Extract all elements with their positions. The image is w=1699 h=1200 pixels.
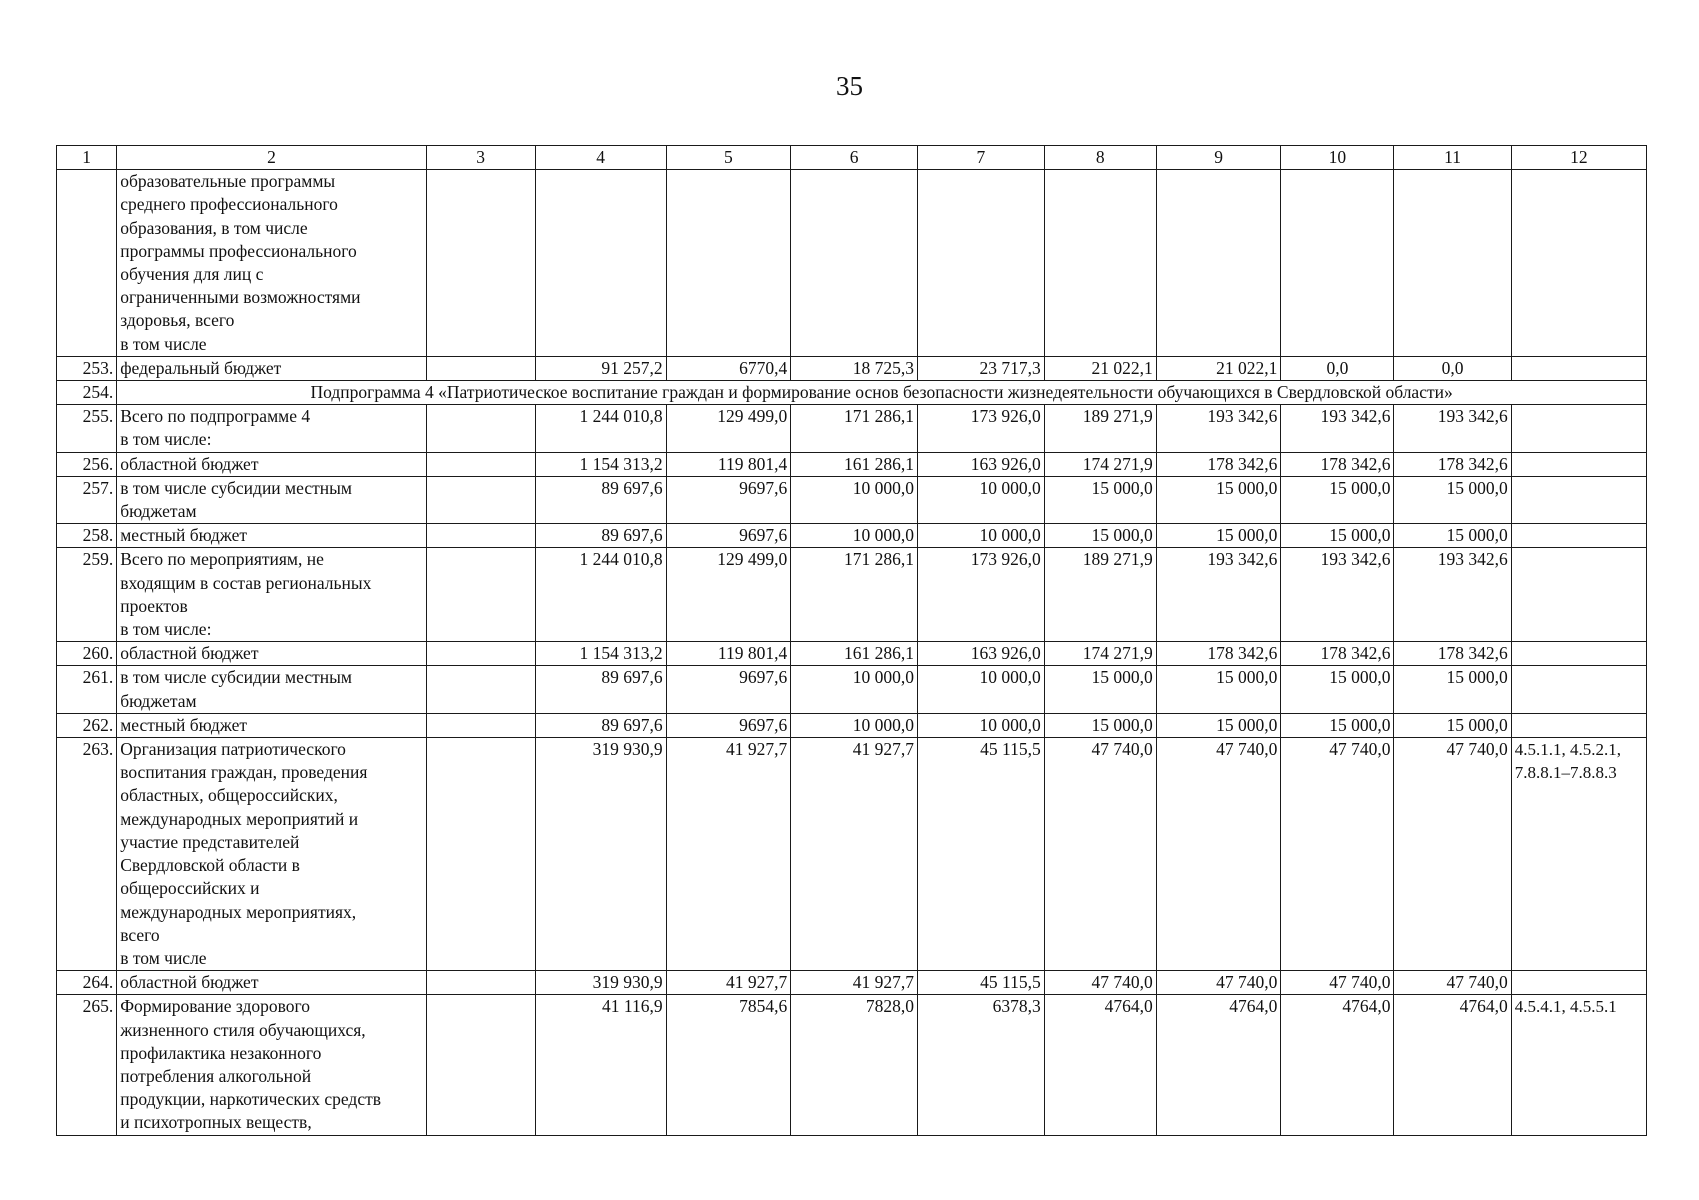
row-description: Всего по подпрограмме 4 в том числе: bbox=[117, 405, 427, 452]
cell-year: 10 000,0 bbox=[918, 666, 1045, 713]
table-row bbox=[57, 356, 1647, 380]
cell-year: 15 000,0 bbox=[1281, 666, 1394, 713]
table-row bbox=[57, 642, 1647, 666]
cell-year: 4764,0 bbox=[1156, 995, 1281, 1135]
cell-year: 119 801,4 bbox=[666, 642, 791, 666]
cell-year: 178 342,6 bbox=[1156, 452, 1281, 476]
cell-year: 0,0 bbox=[1394, 356, 1511, 380]
table-row bbox=[57, 170, 1647, 357]
cell-total: 89 697,6 bbox=[535, 713, 666, 737]
cell-year: 47 740,0 bbox=[1044, 738, 1156, 971]
cell-year: 9697,6 bbox=[666, 713, 791, 737]
cell-year: 15 000,0 bbox=[1281, 524, 1394, 548]
row-description: областной бюджет bbox=[117, 971, 427, 995]
cell-target-ref bbox=[1511, 476, 1646, 523]
column-number: 4 bbox=[535, 146, 666, 170]
row-description: Формирование здорового жизненного стиля обучающихся, профилактика незаконного потребления алкогольной продукции, наркотических средств и психотропных веществ, bbox=[117, 995, 427, 1135]
cell-year: 15 000,0 bbox=[1044, 524, 1156, 548]
cell-year: 10 000,0 bbox=[918, 476, 1045, 523]
cell-year: 10 000,0 bbox=[918, 524, 1045, 548]
cell-year bbox=[1394, 170, 1511, 357]
cell-year: 15 000,0 bbox=[1394, 666, 1511, 713]
page-number: 35 bbox=[836, 71, 863, 101]
row-number: 265. bbox=[57, 995, 117, 1135]
cell-year: 9697,6 bbox=[666, 476, 791, 523]
cell-year: 0,0 bbox=[1281, 356, 1394, 380]
column-number: 8 bbox=[1044, 146, 1156, 170]
cell-year: 15 000,0 bbox=[1044, 476, 1156, 523]
cell-year bbox=[666, 170, 791, 357]
cell-target-ref bbox=[1511, 524, 1646, 548]
column-number: 2 bbox=[117, 146, 427, 170]
cell-year: 6770,4 bbox=[666, 356, 791, 380]
cell-year: 129 499,0 bbox=[666, 405, 791, 452]
cell-year: 10 000,0 bbox=[791, 666, 918, 713]
cell-year: 10 000,0 bbox=[791, 713, 918, 737]
cell-year: 10 000,0 bbox=[918, 713, 1045, 737]
cell-total: 89 697,6 bbox=[535, 524, 666, 548]
row-number: 253. bbox=[57, 356, 117, 380]
cell-year: 15 000,0 bbox=[1044, 713, 1156, 737]
cell-year: 174 271,9 bbox=[1044, 452, 1156, 476]
cell-target-ref: 4.5.4.1, 4.5.5.1 bbox=[1511, 995, 1646, 1135]
cell-year: 178 342,6 bbox=[1394, 642, 1511, 666]
cell-year: 41 927,7 bbox=[791, 971, 918, 995]
row-number: 258. bbox=[57, 524, 117, 548]
cell-year: 193 342,6 bbox=[1394, 405, 1511, 452]
cell-year: 47 740,0 bbox=[1156, 738, 1281, 971]
row-description: федеральный бюджет bbox=[117, 356, 427, 380]
table-row bbox=[57, 713, 1647, 737]
cell-col3 bbox=[426, 971, 535, 995]
cell-target-ref bbox=[1511, 642, 1646, 666]
cell-year: 15 000,0 bbox=[1281, 476, 1394, 523]
cell-total: 319 930,9 bbox=[535, 738, 666, 971]
row-number: 261. bbox=[57, 666, 117, 713]
column-number: 7 bbox=[918, 146, 1045, 170]
cell-total: 1 154 313,2 bbox=[535, 642, 666, 666]
row-description: в том числе субсидии местным бюджетам bbox=[117, 666, 427, 713]
cell-year: 9697,6 bbox=[666, 524, 791, 548]
cell-year: 45 115,5 bbox=[918, 971, 1045, 995]
cell-year: 193 342,6 bbox=[1281, 548, 1394, 642]
cell-year: 171 286,1 bbox=[791, 405, 918, 452]
cell-col3 bbox=[426, 995, 535, 1135]
cell-col3 bbox=[426, 476, 535, 523]
cell-year: 4764,0 bbox=[1394, 995, 1511, 1135]
cell-col3 bbox=[426, 170, 535, 357]
cell-year: 7828,0 bbox=[791, 995, 918, 1135]
table-row bbox=[57, 548, 1647, 642]
cell-total: 89 697,6 bbox=[535, 476, 666, 523]
cell-year: 47 740,0 bbox=[1156, 971, 1281, 995]
row-description: областной бюджет bbox=[117, 642, 427, 666]
cell-total: 41 116,9 bbox=[535, 995, 666, 1135]
cell-year: 41 927,7 bbox=[666, 971, 791, 995]
table-row bbox=[57, 666, 1647, 713]
row-description: местный бюджет bbox=[117, 713, 427, 737]
cell-target-ref: 4.5.1.1, 4.5.2.1, 7.8.8.1–7.8.8.3 bbox=[1511, 738, 1646, 971]
cell-year bbox=[791, 170, 918, 357]
cell-year: 10 000,0 bbox=[791, 476, 918, 523]
column-number: 3 bbox=[426, 146, 535, 170]
cell-year: 10 000,0 bbox=[791, 524, 918, 548]
cell-year: 45 115,5 bbox=[918, 738, 1045, 971]
row-number: 264. bbox=[57, 971, 117, 995]
cell-year: 47 740,0 bbox=[1394, 971, 1511, 995]
cell-year: 15 000,0 bbox=[1156, 476, 1281, 523]
cell-year: 47 740,0 bbox=[1281, 971, 1394, 995]
cell-total bbox=[535, 170, 666, 357]
table-row bbox=[57, 738, 1647, 971]
cell-year: 15 000,0 bbox=[1156, 666, 1281, 713]
row-description: местный бюджет bbox=[117, 524, 427, 548]
table-row bbox=[57, 452, 1647, 476]
cell-target-ref bbox=[1511, 356, 1646, 380]
cell-year: 163 926,0 bbox=[918, 452, 1045, 476]
cell-total: 1 154 313,2 bbox=[535, 452, 666, 476]
column-number-row bbox=[57, 146, 1647, 170]
cell-year: 6378,3 bbox=[918, 995, 1045, 1135]
cell-col3 bbox=[426, 524, 535, 548]
cell-col3 bbox=[426, 738, 535, 971]
cell-year: 161 286,1 bbox=[791, 452, 918, 476]
row-description: в том числе субсидии местным бюджетам bbox=[117, 476, 427, 523]
cell-year: 15 000,0 bbox=[1281, 713, 1394, 737]
cell-col3 bbox=[426, 642, 535, 666]
cell-year: 189 271,9 bbox=[1044, 548, 1156, 642]
row-number: 256. bbox=[57, 452, 117, 476]
cell-year: 15 000,0 bbox=[1044, 666, 1156, 713]
cell-year: 173 926,0 bbox=[918, 548, 1045, 642]
column-number: 12 bbox=[1511, 146, 1646, 170]
table-row bbox=[57, 995, 1647, 1135]
cell-year: 174 271,9 bbox=[1044, 642, 1156, 666]
row-description: образовательные программы среднего профессионального образования, в том числе программы профессионального обучения для лиц с ограниченными возможностями здоровья, всего в том числе bbox=[117, 170, 427, 357]
row-description: областной бюджет bbox=[117, 452, 427, 476]
cell-year: 21 022,1 bbox=[1156, 356, 1281, 380]
cell-year: 15 000,0 bbox=[1156, 524, 1281, 548]
cell-year: 119 801,4 bbox=[666, 452, 791, 476]
cell-year: 193 342,6 bbox=[1156, 548, 1281, 642]
column-number: 1 bbox=[57, 146, 117, 170]
subprogram-row bbox=[57, 381, 1647, 405]
row-description: Организация патриотического воспитания граждан, проведения областных, общероссийских, международных мероприятий и участие представителей Свердловской области в общероссийских и международных мероприятиях, всего в том числе bbox=[117, 738, 427, 971]
cell-year: 193 342,6 bbox=[1156, 405, 1281, 452]
cell-target-ref bbox=[1511, 405, 1646, 452]
table-row bbox=[57, 971, 1647, 995]
cell-total: 319 930,9 bbox=[535, 971, 666, 995]
cell-year: 15 000,0 bbox=[1156, 713, 1281, 737]
cell-target-ref bbox=[1511, 971, 1646, 995]
cell-total: 1 244 010,8 bbox=[535, 405, 666, 452]
column-number: 11 bbox=[1394, 146, 1511, 170]
cell-year: 7854,6 bbox=[666, 995, 791, 1135]
row-number: 254. bbox=[57, 381, 117, 405]
cell-target-ref bbox=[1511, 713, 1646, 737]
cell-year: 4764,0 bbox=[1044, 995, 1156, 1135]
cell-year: 21 022,1 bbox=[1044, 356, 1156, 380]
cell-total: 91 257,2 bbox=[535, 356, 666, 380]
table-row bbox=[57, 524, 1647, 548]
row-number: 263. bbox=[57, 738, 117, 971]
cell-year: 193 342,6 bbox=[1394, 548, 1511, 642]
cell-year: 178 342,6 bbox=[1156, 642, 1281, 666]
cell-year: 41 927,7 bbox=[791, 738, 918, 971]
table-row bbox=[57, 405, 1647, 452]
cell-year: 189 271,9 bbox=[1044, 405, 1156, 452]
cell-year: 15 000,0 bbox=[1394, 713, 1511, 737]
cell-year: 178 342,6 bbox=[1394, 452, 1511, 476]
cell-year: 178 342,6 bbox=[1281, 642, 1394, 666]
cell-target-ref bbox=[1511, 452, 1646, 476]
column-number: 5 bbox=[666, 146, 791, 170]
cell-year bbox=[1044, 170, 1156, 357]
cell-col3 bbox=[426, 405, 535, 452]
cell-year: 161 286,1 bbox=[791, 642, 918, 666]
cell-col3 bbox=[426, 452, 535, 476]
cell-year: 18 725,3 bbox=[791, 356, 918, 380]
row-number: 255. bbox=[57, 405, 117, 452]
cell-year: 9697,6 bbox=[666, 666, 791, 713]
cell-year bbox=[918, 170, 1045, 357]
cell-target-ref bbox=[1511, 548, 1646, 642]
cell-year: 129 499,0 bbox=[666, 548, 791, 642]
cell-year bbox=[1156, 170, 1281, 357]
cell-target-ref bbox=[1511, 666, 1646, 713]
cell-target-ref bbox=[1511, 170, 1646, 357]
cell-year: 4764,0 bbox=[1281, 995, 1394, 1135]
row-description: Всего по мероприятиям, не входящим в состав региональных проектов в том числе: bbox=[117, 548, 427, 642]
column-number: 6 bbox=[791, 146, 918, 170]
row-number bbox=[57, 170, 117, 357]
column-number: 10 bbox=[1281, 146, 1394, 170]
budget-table bbox=[56, 145, 1647, 1136]
cell-year: 47 740,0 bbox=[1281, 738, 1394, 971]
cell-year: 171 286,1 bbox=[791, 548, 918, 642]
cell-col3 bbox=[426, 666, 535, 713]
cell-year: 178 342,6 bbox=[1281, 452, 1394, 476]
cell-year bbox=[1281, 170, 1394, 357]
cell-year: 193 342,6 bbox=[1281, 405, 1394, 452]
cell-col3 bbox=[426, 713, 535, 737]
row-number: 257. bbox=[57, 476, 117, 523]
cell-col3 bbox=[426, 548, 535, 642]
cell-year: 47 740,0 bbox=[1044, 971, 1156, 995]
cell-total: 89 697,6 bbox=[535, 666, 666, 713]
subprogram-title: Подпрограмма 4 «Патриотическое воспитание граждан и формирование основ безопасности жизнедеятельности обучающихся в Свердловской области» bbox=[117, 381, 1647, 405]
cell-year: 163 926,0 bbox=[918, 642, 1045, 666]
cell-year: 173 926,0 bbox=[918, 405, 1045, 452]
cell-col3 bbox=[426, 356, 535, 380]
cell-year: 41 927,7 bbox=[666, 738, 791, 971]
cell-year: 15 000,0 bbox=[1394, 524, 1511, 548]
row-number: 260. bbox=[57, 642, 117, 666]
cell-year: 47 740,0 bbox=[1394, 738, 1511, 971]
table-row bbox=[57, 476, 1647, 523]
cell-year: 15 000,0 bbox=[1394, 476, 1511, 523]
cell-total: 1 244 010,8 bbox=[535, 548, 666, 642]
row-number: 262. bbox=[57, 713, 117, 737]
column-number: 9 bbox=[1156, 146, 1281, 170]
row-number: 259. bbox=[57, 548, 117, 642]
cell-year: 23 717,3 bbox=[918, 356, 1045, 380]
